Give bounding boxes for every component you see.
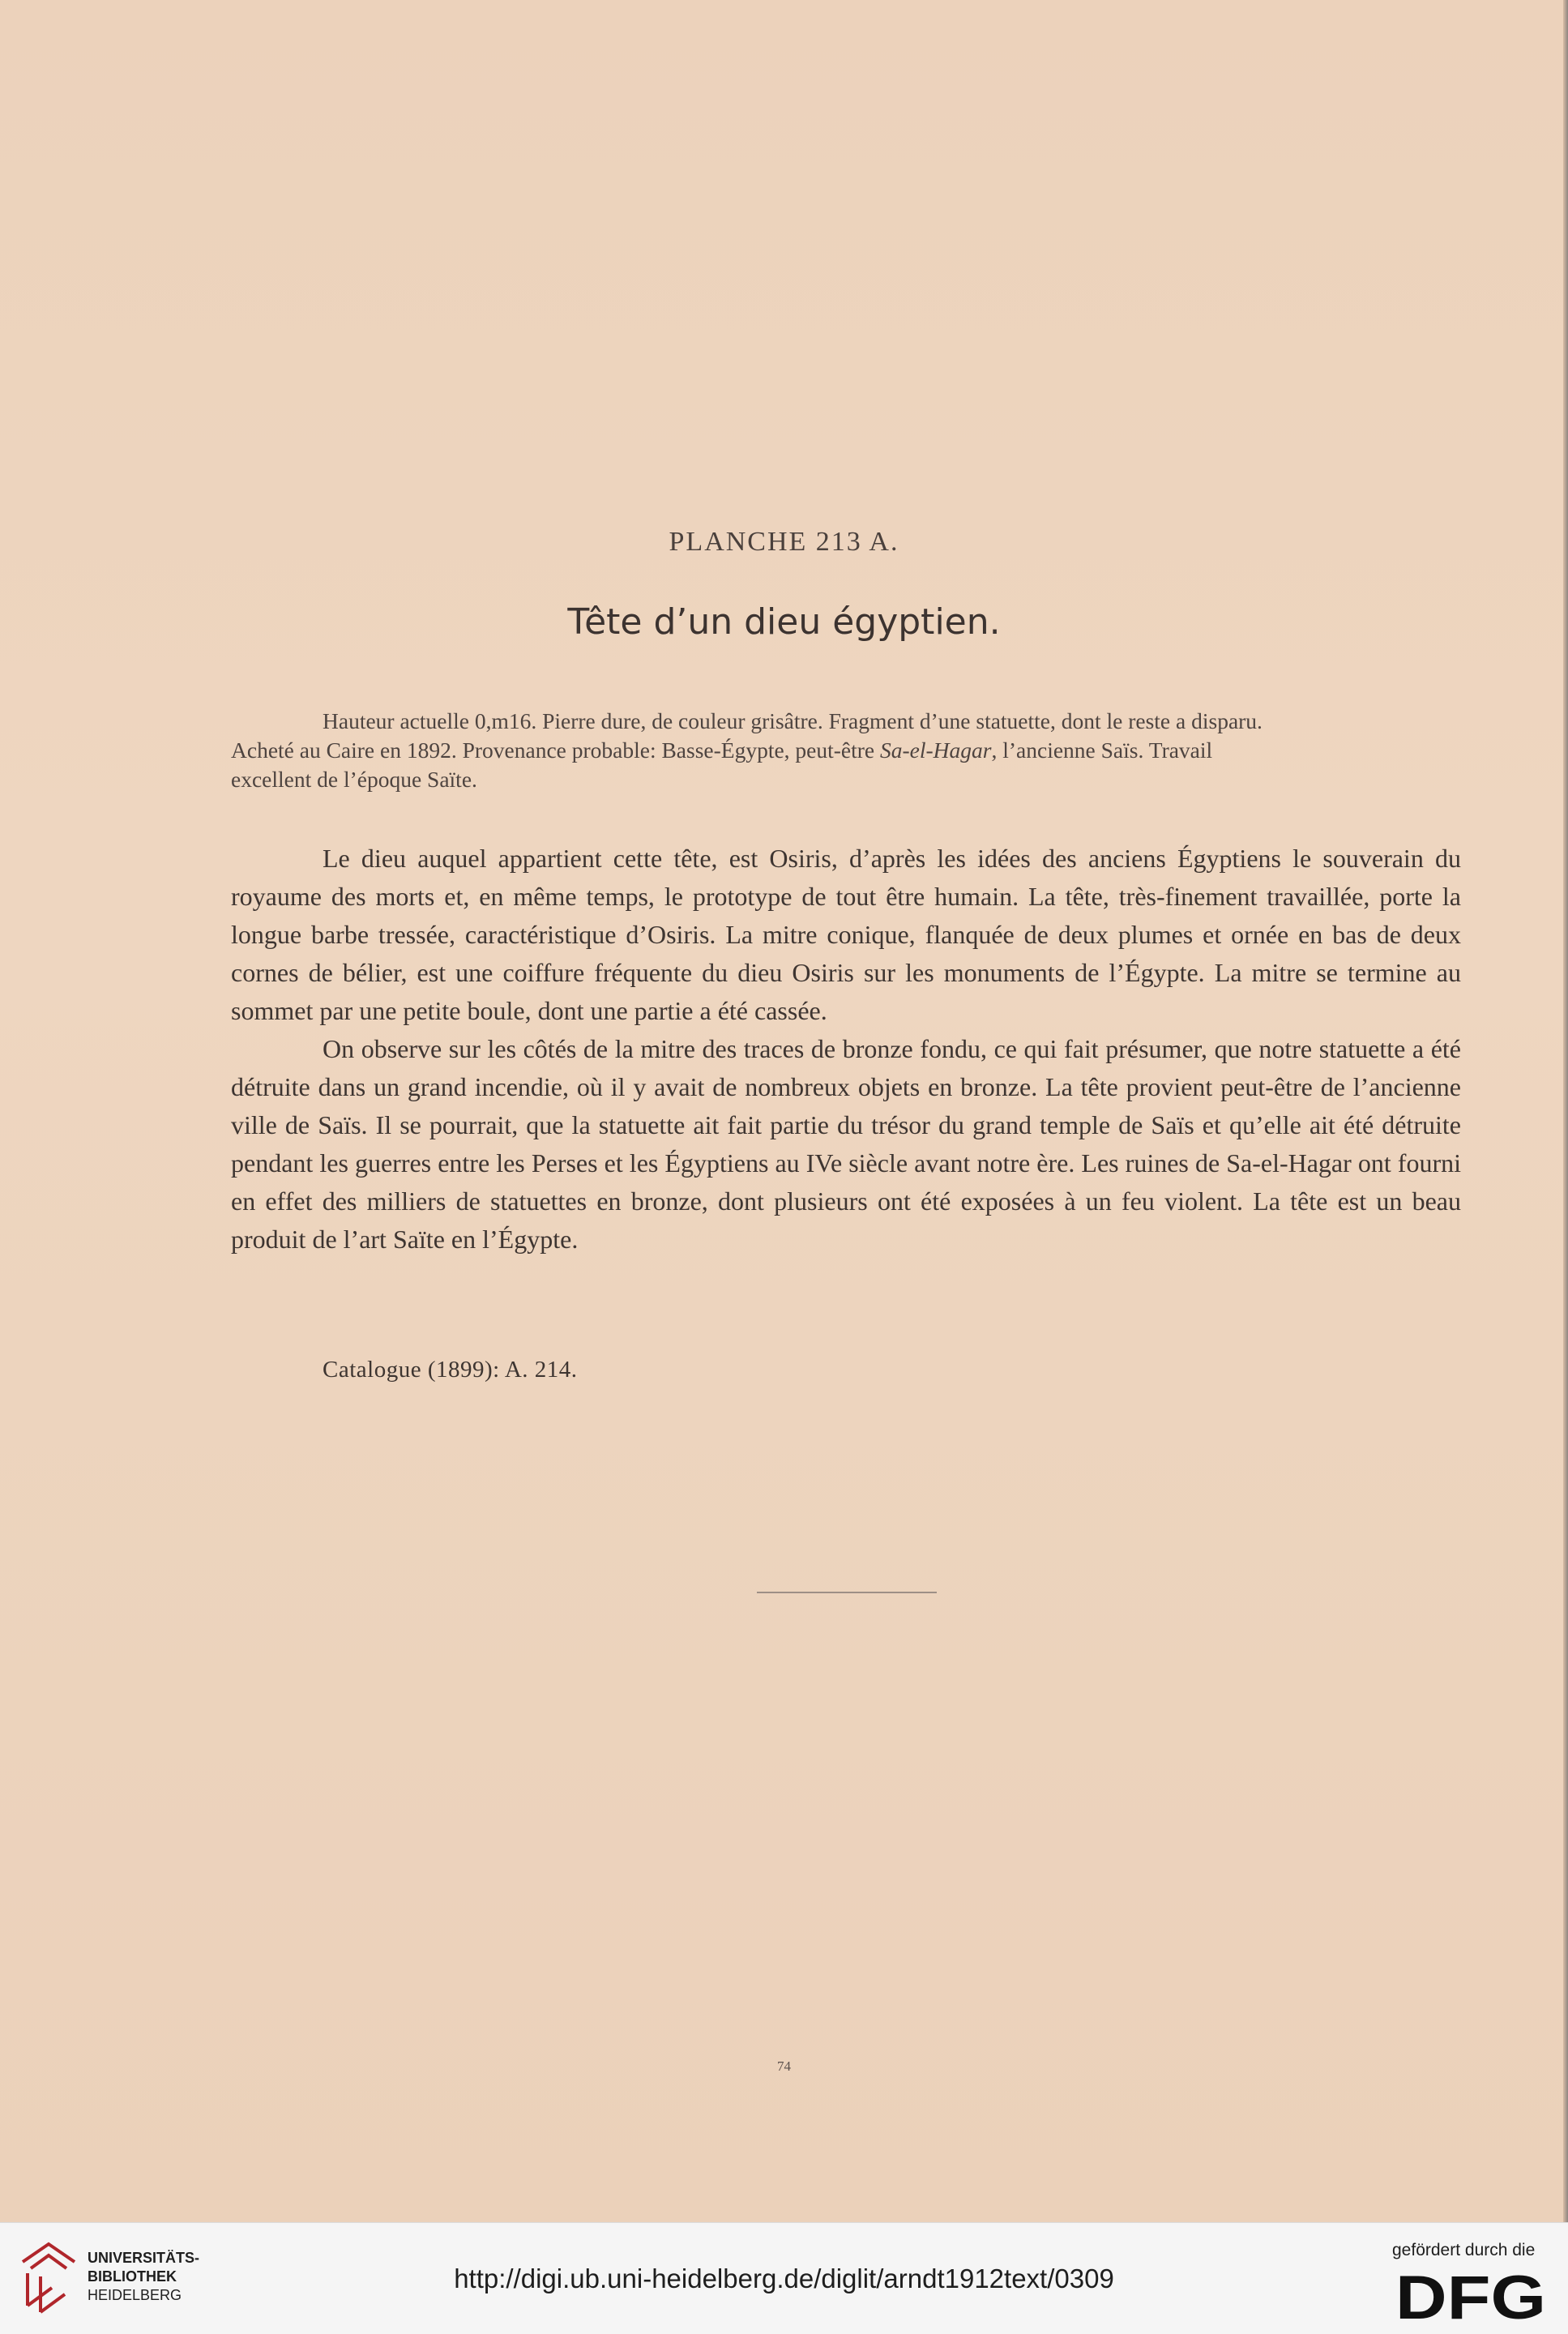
body-paragraph-1: Le dieu auquel appartient cette tête, est Osiris, d’après les idées des anciens Égyptiens le souverain du royaume des morts et, en même temps, le prototype de tout être humain. La tête, très-finement travaillée, porte la longue barbe tressée, caractéristique d’Osiris. La mitre conique, flanquée de deux plumes et ornée en bas de deux cornes de bélier, est une coiffure fréquente du dieu Osiris sur les monuments de l’Égypte. La mitre se termine au sommet par une petite boule, dont une partie a été cassée. [231,844,1461,1025]
dfg-logo-text: DFG [1395,2268,1546,2323]
object-description [231,707,1461,794]
description-line-2 [231,736,1461,765]
description-place-name: Sa-el-Hagar [880,737,992,763]
library-name-line-2: BIBLIOTHEK [88,2268,177,2285]
description-line-2-end: , l’ancienne Saïs. Travail [991,737,1213,763]
body-paragraph-2: On observe sur les côtés de la mitre des traces de bronze fondu, ce qui fait présumer, que notre statuette a été détruite dans un grand incendie, où il y avait de nombreux objets en bronze. La tête provient peut-être de l’ancienne ville de Saïs. Il se pourrait, que la statuette ait fait partie du trésor du grand temple de Saïs et qu’elle ait été détruite pendant les guerres entre les Perses et les Égyptiens au IVe siècle avant notre ère. Les ruines de Sa-el-Hagar ont fourni en effet des milliers de statuettes en bronze, dont plusieurs ont été exposées à un feu violent. La tête est un beau produit de l’art Saïte en l’Égypte. [231,1034,1461,1254]
page-edge [1563,0,1568,2222]
description-line-2-start: Acheté au Caire en 1892. Provenance probable: Basse-Égypte, peut-être [231,737,881,763]
funding-caption: gefördert durch die [1392,2241,1536,2259]
description-line-1: Hauteur actuelle 0,m16. Pierre dure, de couleur grisâtre. Fragment d’une statuette, dont le reste a disparu. [323,708,1263,733]
page-number: 74 [777,2058,791,2074]
catalogue-reference: Catalogue (1899): A. 214. [323,1357,578,1383]
section-divider [757,1592,937,1593]
library-name-line-1: UNIVERSITÄTS- [88,2250,200,2266]
body-text [231,840,1461,1259]
plate-label: PLANCHE 213 A. [669,527,899,557]
description-line-3: excellent de l’époque Saïte. [231,767,477,792]
library-name-line-3: HEIDELBERG [88,2287,182,2303]
dfg-logo-icon [1395,2268,1548,2323]
page-title: Tête d’un dieu égyptien. [567,601,1001,643]
permalink-url[interactable]: http://digi.ub.uni-heidelberg.de/diglit/arndt1912text/0309 [454,2263,1114,2293]
footer-bar [0,2222,1568,2334]
